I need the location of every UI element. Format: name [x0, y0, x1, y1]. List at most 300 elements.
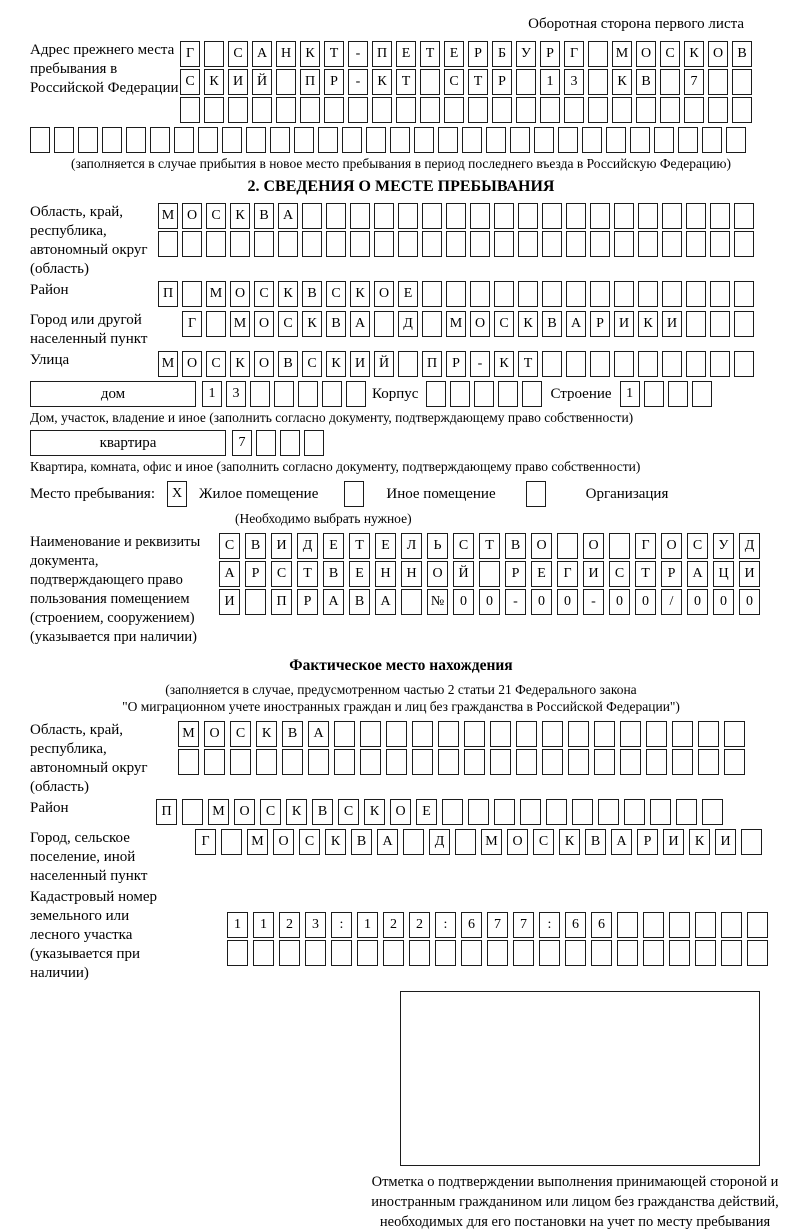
char-cell[interactable]: О — [234, 799, 255, 825]
char-cell[interactable]: О — [254, 311, 274, 337]
char-cell[interactable]: Й — [252, 69, 272, 95]
char-cell[interactable] — [646, 721, 667, 747]
char-cell[interactable] — [741, 829, 762, 855]
char-cell[interactable]: С — [254, 281, 274, 307]
char-cell[interactable] — [446, 281, 466, 307]
char-cell[interactable]: 6 — [591, 912, 612, 938]
char-cell[interactable] — [342, 127, 362, 153]
char-cell[interactable]: О — [708, 41, 728, 67]
char-cell[interactable] — [695, 940, 716, 966]
char-cell[interactable] — [732, 97, 752, 123]
char-cell[interactable] — [708, 97, 728, 123]
char-cell[interactable] — [636, 97, 656, 123]
char-cell[interactable]: С — [494, 311, 514, 337]
char-cell[interactable]: Г — [557, 561, 578, 587]
char-cell[interactable]: Е — [375, 533, 396, 559]
char-cell[interactable]: 1 — [357, 912, 378, 938]
char-cell[interactable]: В — [312, 799, 333, 825]
char-cell[interactable] — [588, 41, 608, 67]
char-cell[interactable] — [698, 721, 719, 747]
char-cell[interactable] — [614, 231, 634, 257]
char-cell[interactable]: К — [364, 799, 385, 825]
char-cell[interactable] — [302, 231, 322, 257]
char-cell[interactable] — [227, 940, 248, 966]
char-cell[interactable]: О — [661, 533, 682, 559]
char-cell[interactable] — [747, 940, 768, 966]
char-cell[interactable] — [638, 281, 658, 307]
char-cell[interactable]: Е — [416, 799, 437, 825]
char-cell[interactable] — [386, 721, 407, 747]
char-cell[interactable] — [254, 231, 274, 257]
char-cell[interactable] — [302, 203, 322, 229]
char-cell[interactable] — [474, 381, 494, 407]
char-cell[interactable]: Ц — [713, 561, 734, 587]
char-cell[interactable]: В — [254, 203, 274, 229]
char-cell[interactable] — [412, 749, 433, 775]
char-cell[interactable] — [398, 351, 418, 377]
char-cell[interactable] — [518, 281, 538, 307]
char-cell[interactable]: И — [614, 311, 634, 337]
char-cell[interactable] — [446, 231, 466, 257]
char-cell[interactable] — [669, 912, 690, 938]
char-cell[interactable] — [669, 940, 690, 966]
char-cell[interactable] — [721, 912, 742, 938]
char-cell[interactable] — [539, 940, 560, 966]
char-cell[interactable] — [318, 127, 338, 153]
char-cell[interactable] — [245, 589, 266, 615]
char-cell[interactable]: А — [308, 721, 329, 747]
char-cell[interactable]: 3 — [226, 381, 246, 407]
char-cell[interactable] — [374, 311, 394, 337]
char-cell[interactable] — [442, 799, 463, 825]
char-cell[interactable]: К — [684, 41, 704, 67]
char-cell[interactable] — [438, 749, 459, 775]
char-cell[interactable]: А — [375, 589, 396, 615]
char-cell[interactable] — [372, 97, 392, 123]
char-cell[interactable]: / — [661, 589, 682, 615]
char-cell[interactable] — [150, 127, 170, 153]
char-cell[interactable] — [304, 430, 324, 456]
char-cell[interactable]: 2 — [383, 912, 404, 938]
char-cell[interactable] — [174, 127, 194, 153]
char-cell[interactable]: О — [531, 533, 552, 559]
char-cell[interactable]: 1 — [620, 381, 640, 407]
char-cell[interactable]: В — [323, 561, 344, 587]
char-cell[interactable] — [617, 912, 638, 938]
char-cell[interactable] — [298, 381, 318, 407]
char-cell[interactable]: И — [271, 533, 292, 559]
char-cell[interactable]: И — [219, 589, 240, 615]
char-cell[interactable] — [513, 940, 534, 966]
char-cell[interactable]: К — [372, 69, 392, 95]
char-cell[interactable] — [470, 231, 490, 257]
char-cell[interactable]: 1 — [202, 381, 222, 407]
char-cell[interactable] — [542, 203, 562, 229]
char-cell[interactable]: М — [481, 829, 502, 855]
char-cell[interactable] — [510, 127, 530, 153]
char-cell[interactable] — [516, 97, 536, 123]
char-cell[interactable] — [305, 940, 326, 966]
char-cell[interactable]: С — [660, 41, 680, 67]
char-cell[interactable] — [724, 721, 745, 747]
char-cell[interactable] — [591, 940, 612, 966]
char-cell[interactable] — [282, 749, 303, 775]
char-cell[interactable]: П — [158, 281, 178, 307]
char-cell[interactable]: Н — [375, 561, 396, 587]
char-cell[interactable] — [566, 203, 586, 229]
char-cell[interactable] — [662, 351, 682, 377]
char-cell[interactable] — [390, 127, 410, 153]
char-cell[interactable]: П — [300, 69, 320, 95]
char-cell[interactable]: И — [583, 561, 604, 587]
char-cell[interactable] — [492, 97, 512, 123]
char-cell[interactable]: А — [278, 203, 298, 229]
char-cell[interactable]: 0 — [609, 589, 630, 615]
char-cell[interactable] — [594, 721, 615, 747]
char-cell[interactable] — [522, 381, 542, 407]
char-cell[interactable]: О — [182, 203, 202, 229]
char-cell[interactable]: О — [507, 829, 528, 855]
char-cell[interactable]: 0 — [713, 589, 734, 615]
char-cell[interactable]: Р — [505, 561, 526, 587]
checkbox-other-premises[interactable] — [344, 481, 364, 507]
char-cell[interactable] — [564, 97, 584, 123]
char-cell[interactable] — [638, 203, 658, 229]
char-cell[interactable] — [490, 749, 511, 775]
char-cell[interactable]: И — [350, 351, 370, 377]
char-cell[interactable]: Т — [349, 533, 370, 559]
char-cell[interactable] — [518, 203, 538, 229]
char-cell[interactable] — [279, 940, 300, 966]
char-cell[interactable] — [710, 203, 730, 229]
char-cell[interactable] — [470, 281, 490, 307]
char-cell[interactable] — [494, 799, 515, 825]
char-cell[interactable] — [252, 97, 272, 123]
char-cell[interactable]: О — [182, 351, 202, 377]
char-cell[interactable] — [498, 381, 518, 407]
char-cell[interactable]: Й — [453, 561, 474, 587]
char-cell[interactable]: С — [228, 41, 248, 67]
char-cell[interactable] — [606, 127, 626, 153]
char-cell[interactable]: Р — [637, 829, 658, 855]
char-cell[interactable] — [726, 127, 746, 153]
char-cell[interactable] — [198, 127, 218, 153]
char-cell[interactable]: - — [470, 351, 490, 377]
char-cell[interactable]: А — [219, 561, 240, 587]
char-cell[interactable]: Е — [323, 533, 344, 559]
char-cell[interactable] — [300, 97, 320, 123]
char-cell[interactable] — [324, 97, 344, 123]
char-cell[interactable]: Г — [182, 311, 202, 337]
char-cell[interactable] — [494, 281, 514, 307]
char-cell[interactable]: К — [326, 351, 346, 377]
char-cell[interactable] — [246, 127, 266, 153]
char-cell[interactable]: С — [444, 69, 464, 95]
char-cell[interactable]: П — [271, 589, 292, 615]
char-cell[interactable]: В — [302, 281, 322, 307]
char-cell[interactable] — [253, 940, 274, 966]
char-cell[interactable] — [468, 97, 488, 123]
char-cell[interactable]: Д — [739, 533, 760, 559]
char-cell[interactable] — [462, 127, 482, 153]
char-cell[interactable]: 1 — [227, 912, 248, 938]
char-cell[interactable] — [662, 231, 682, 257]
char-cell[interactable] — [494, 203, 514, 229]
char-cell[interactable] — [422, 231, 442, 257]
char-cell[interactable]: В — [732, 41, 752, 67]
char-cell[interactable]: К — [204, 69, 224, 95]
char-cell[interactable] — [546, 799, 567, 825]
char-cell[interactable] — [401, 589, 422, 615]
char-cell[interactable]: И — [739, 561, 760, 587]
char-cell[interactable] — [422, 311, 442, 337]
char-cell[interactable] — [518, 231, 538, 257]
char-cell[interactable] — [588, 97, 608, 123]
char-cell[interactable]: 0 — [479, 589, 500, 615]
char-cell[interactable]: О — [230, 281, 250, 307]
char-cell[interactable]: Т — [324, 41, 344, 67]
char-cell[interactable] — [350, 231, 370, 257]
char-cell[interactable]: О — [470, 311, 490, 337]
char-cell[interactable] — [686, 231, 706, 257]
char-cell[interactable] — [360, 721, 381, 747]
char-cell[interactable]: И — [662, 311, 682, 337]
char-cell[interactable]: И — [715, 829, 736, 855]
char-cell[interactable]: - — [505, 589, 526, 615]
char-cell[interactable] — [346, 381, 366, 407]
char-cell[interactable] — [710, 351, 730, 377]
char-cell[interactable]: 7 — [513, 912, 534, 938]
char-cell[interactable]: И — [228, 69, 248, 95]
char-cell[interactable]: - — [583, 589, 604, 615]
char-cell[interactable] — [386, 749, 407, 775]
char-cell[interactable]: В — [349, 589, 370, 615]
char-cell[interactable] — [747, 912, 768, 938]
char-cell[interactable] — [590, 231, 610, 257]
char-cell[interactable] — [557, 533, 578, 559]
char-cell[interactable]: К — [256, 721, 277, 747]
char-cell[interactable] — [180, 97, 200, 123]
char-cell[interactable]: 3 — [305, 912, 326, 938]
char-cell[interactable] — [710, 311, 730, 337]
char-cell[interactable] — [230, 231, 250, 257]
char-cell[interactable] — [228, 97, 248, 123]
char-cell[interactable]: М — [247, 829, 268, 855]
char-cell[interactable] — [158, 231, 178, 257]
char-cell[interactable] — [609, 533, 630, 559]
char-cell[interactable] — [588, 69, 608, 95]
char-cell[interactable] — [350, 203, 370, 229]
char-cell[interactable]: А — [687, 561, 708, 587]
char-cell[interactable]: С — [453, 533, 474, 559]
char-cell[interactable] — [360, 749, 381, 775]
char-cell[interactable]: К — [518, 311, 538, 337]
char-cell[interactable]: У — [516, 41, 536, 67]
char-cell[interactable]: Г — [180, 41, 200, 67]
char-cell[interactable] — [206, 311, 226, 337]
char-cell[interactable] — [516, 749, 537, 775]
char-cell[interactable] — [646, 749, 667, 775]
char-cell[interactable]: Е — [444, 41, 464, 67]
char-cell[interactable]: С — [609, 561, 630, 587]
char-cell[interactable]: М — [158, 351, 178, 377]
char-cell[interactable] — [464, 721, 485, 747]
char-cell[interactable]: 0 — [453, 589, 474, 615]
char-cell[interactable] — [654, 127, 674, 153]
char-cell[interactable] — [182, 231, 202, 257]
char-cell[interactable]: В — [326, 311, 346, 337]
char-cell[interactable]: М — [446, 311, 466, 337]
char-cell[interactable]: - — [348, 69, 368, 95]
char-cell[interactable]: 3 — [564, 69, 584, 95]
char-cell[interactable]: Е — [398, 281, 418, 307]
char-cell[interactable]: П — [422, 351, 442, 377]
char-cell[interactable]: К — [494, 351, 514, 377]
char-cell[interactable] — [204, 749, 225, 775]
char-cell[interactable] — [686, 311, 706, 337]
char-cell[interactable]: В — [278, 351, 298, 377]
char-cell[interactable] — [326, 231, 346, 257]
char-cell[interactable] — [617, 940, 638, 966]
char-cell[interactable]: К — [612, 69, 632, 95]
char-cell[interactable] — [662, 203, 682, 229]
char-cell[interactable] — [612, 97, 632, 123]
char-cell[interactable]: С — [326, 281, 346, 307]
char-cell[interactable]: Н — [276, 41, 296, 67]
char-cell[interactable] — [672, 749, 693, 775]
char-cell[interactable] — [464, 749, 485, 775]
char-cell[interactable]: С — [687, 533, 708, 559]
char-cell[interactable] — [643, 940, 664, 966]
char-cell[interactable]: 7 — [487, 912, 508, 938]
char-cell[interactable]: Е — [349, 561, 370, 587]
char-cell[interactable] — [686, 203, 706, 229]
char-cell[interactable]: Р — [492, 69, 512, 95]
char-cell[interactable] — [566, 281, 586, 307]
char-cell[interactable] — [668, 381, 688, 407]
char-cell[interactable] — [206, 231, 226, 257]
char-cell[interactable] — [331, 940, 352, 966]
char-cell[interactable]: И — [663, 829, 684, 855]
checkbox-organization[interactable] — [526, 481, 546, 507]
char-cell[interactable]: Д — [398, 311, 418, 337]
char-cell[interactable]: Ь — [427, 533, 448, 559]
char-cell[interactable]: Р — [661, 561, 682, 587]
char-cell[interactable] — [446, 203, 466, 229]
char-cell[interactable] — [435, 940, 456, 966]
char-cell[interactable] — [230, 749, 251, 775]
char-cell[interactable]: Т — [479, 533, 500, 559]
char-cell[interactable] — [542, 351, 562, 377]
char-cell[interactable]: 6 — [565, 912, 586, 938]
char-cell[interactable] — [438, 721, 459, 747]
char-cell[interactable]: С — [260, 799, 281, 825]
char-cell[interactable]: С — [338, 799, 359, 825]
char-cell[interactable] — [409, 940, 430, 966]
char-cell[interactable]: С — [271, 561, 292, 587]
char-cell[interactable] — [644, 381, 664, 407]
char-cell[interactable]: А — [350, 311, 370, 337]
char-cell[interactable]: 2 — [279, 912, 300, 938]
char-cell[interactable]: 0 — [557, 589, 578, 615]
char-cell[interactable] — [494, 231, 514, 257]
char-cell[interactable] — [686, 281, 706, 307]
char-cell[interactable] — [276, 69, 296, 95]
char-cell[interactable]: Т — [297, 561, 318, 587]
char-cell[interactable] — [614, 281, 634, 307]
char-cell[interactable] — [426, 381, 446, 407]
char-cell[interactable]: О — [583, 533, 604, 559]
char-cell[interactable]: К — [350, 281, 370, 307]
char-cell[interactable] — [594, 749, 615, 775]
char-cell[interactable]: М — [230, 311, 250, 337]
char-cell[interactable] — [412, 721, 433, 747]
char-cell[interactable]: А — [377, 829, 398, 855]
char-cell[interactable]: С — [299, 829, 320, 855]
char-cell[interactable] — [614, 351, 634, 377]
char-cell[interactable]: С — [206, 351, 226, 377]
char-cell[interactable] — [455, 829, 476, 855]
char-cell[interactable] — [276, 97, 296, 123]
char-cell[interactable] — [734, 311, 754, 337]
char-cell[interactable]: М — [208, 799, 229, 825]
char-cell[interactable] — [708, 69, 728, 95]
char-cell[interactable] — [278, 231, 298, 257]
char-cell[interactable] — [383, 940, 404, 966]
char-cell[interactable] — [357, 940, 378, 966]
char-cell[interactable]: В — [351, 829, 372, 855]
char-cell[interactable] — [630, 127, 650, 153]
char-cell[interactable]: Г — [195, 829, 216, 855]
char-cell[interactable] — [565, 940, 586, 966]
char-cell[interactable]: 2 — [409, 912, 430, 938]
char-cell[interactable]: Т — [518, 351, 538, 377]
char-cell[interactable]: 7 — [232, 430, 252, 456]
char-cell[interactable]: Р — [324, 69, 344, 95]
char-cell[interactable] — [516, 69, 536, 95]
char-cell[interactable] — [734, 231, 754, 257]
char-cell[interactable]: Б — [492, 41, 512, 67]
char-cell[interactable]: В — [245, 533, 266, 559]
char-cell[interactable] — [222, 127, 242, 153]
char-cell[interactable] — [572, 799, 593, 825]
char-cell[interactable] — [490, 721, 511, 747]
char-cell[interactable] — [334, 721, 355, 747]
char-cell[interactable]: 0 — [531, 589, 552, 615]
char-cell[interactable] — [638, 351, 658, 377]
char-cell[interactable]: Д — [429, 829, 450, 855]
char-cell[interactable]: В — [505, 533, 526, 559]
char-cell[interactable]: Й — [374, 351, 394, 377]
char-cell[interactable] — [542, 281, 562, 307]
char-cell[interactable] — [78, 127, 98, 153]
char-cell[interactable] — [684, 97, 704, 123]
char-cell[interactable]: Т — [420, 41, 440, 67]
char-cell[interactable]: 0 — [687, 589, 708, 615]
char-cell[interactable] — [182, 799, 203, 825]
char-cell[interactable]: Г — [635, 533, 656, 559]
char-cell[interactable]: О — [254, 351, 274, 377]
char-cell[interactable] — [221, 829, 242, 855]
char-cell[interactable] — [643, 912, 664, 938]
char-cell[interactable] — [568, 721, 589, 747]
char-cell[interactable]: Р — [540, 41, 560, 67]
char-cell[interactable] — [422, 281, 442, 307]
char-cell[interactable] — [54, 127, 74, 153]
char-cell[interactable]: К — [300, 41, 320, 67]
char-cell[interactable]: С — [230, 721, 251, 747]
char-cell[interactable]: У — [713, 533, 734, 559]
